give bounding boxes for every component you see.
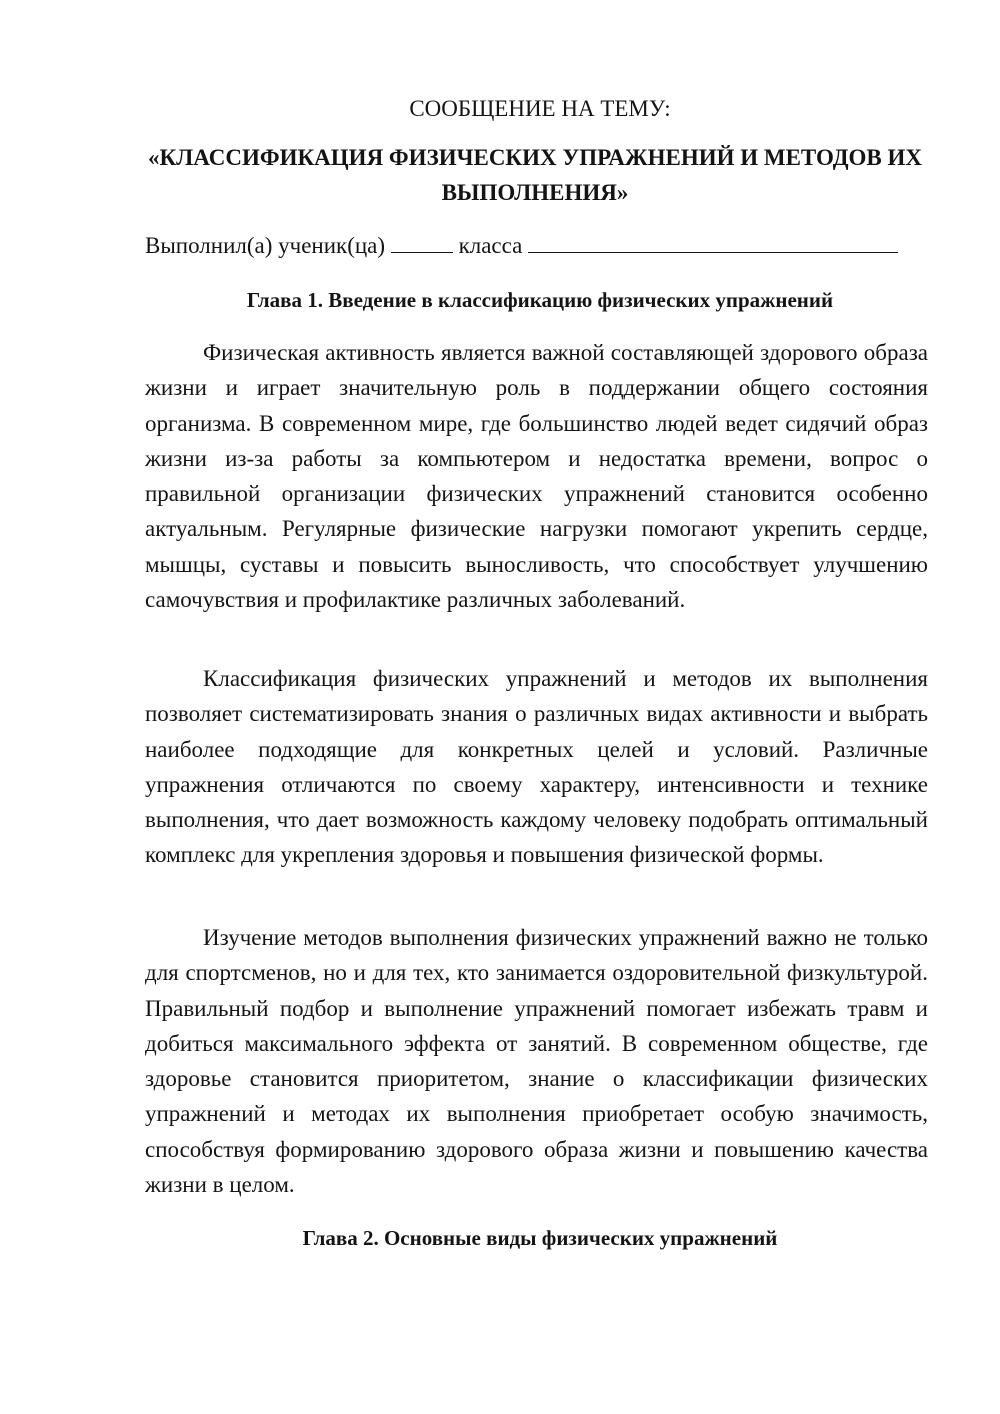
name-blank	[528, 230, 898, 253]
grade-blank	[391, 230, 453, 253]
document-heading: СООБЩЕНИЕ НА ТЕМУ:	[409, 96, 671, 121]
class-label: класса	[458, 233, 523, 258]
chapter-2-title: Глава 2. Основные виды физических упражнений	[302, 1226, 778, 1250]
chapter-1-title: Глава 1. Введение в классификацию физических упражнений	[246, 288, 834, 312]
paragraph-3: Изучение методов выполнения физических упражнений важно не только для спортсменов, но и для тех, кто занимается оздоровительной физкультурой. Правильный подбор и выполнение упражнений помогает избежать травм и добиться максимального эффекта от занятий. В современном обществе, где здоровье становится приоритетом, знание о классификации физических упражнений и методах их выполнения приобретает особую значимость, способствуя формированию здорового образа жизни и повышению качества жизни в целом.	[145, 925, 928, 1198]
document-title: «КЛАССИФИКАЦИЯ ФИЗИЧЕСКИХ УПРАЖНЕНИЙ И МЕТОДОВ ИХ ВЫПОЛНЕНИЯ»	[147, 145, 923, 205]
paragraph-2: Классификация физических упражнений и методов их выполнения позволяет систематизировать знания о различных видах активности и выбрать наиболее подходящие для конкретных целей и условий. Различные упражнения отличаются по своему характеру, интенсивности и технике выполнения, что дает возможность каждому человеку подобрать оптимальный комплекс для укрепления здоровья и повышения физической формы.	[145, 666, 928, 868]
paragraph-1: Физическая активность является важной составляющей здорового образа жизни и играет значительную роль в поддержании общего состояния организма. В современном мире, где большинство людей ведет сидячий образ жизни из-за работы за компьютером и недостатка времени, вопрос о правильной организации физических упражнений становится особенно актуальным. Регулярные физические нагрузки помогают укрепить сердце, мышцы, суставы и повысить выносливость, что способствует улучшению самочувствия и профилактике различных заболеваний.	[145, 340, 928, 613]
author-label: Выполнил(а) ученик(ца)	[145, 233, 386, 258]
author-line	[145, 229, 935, 263]
